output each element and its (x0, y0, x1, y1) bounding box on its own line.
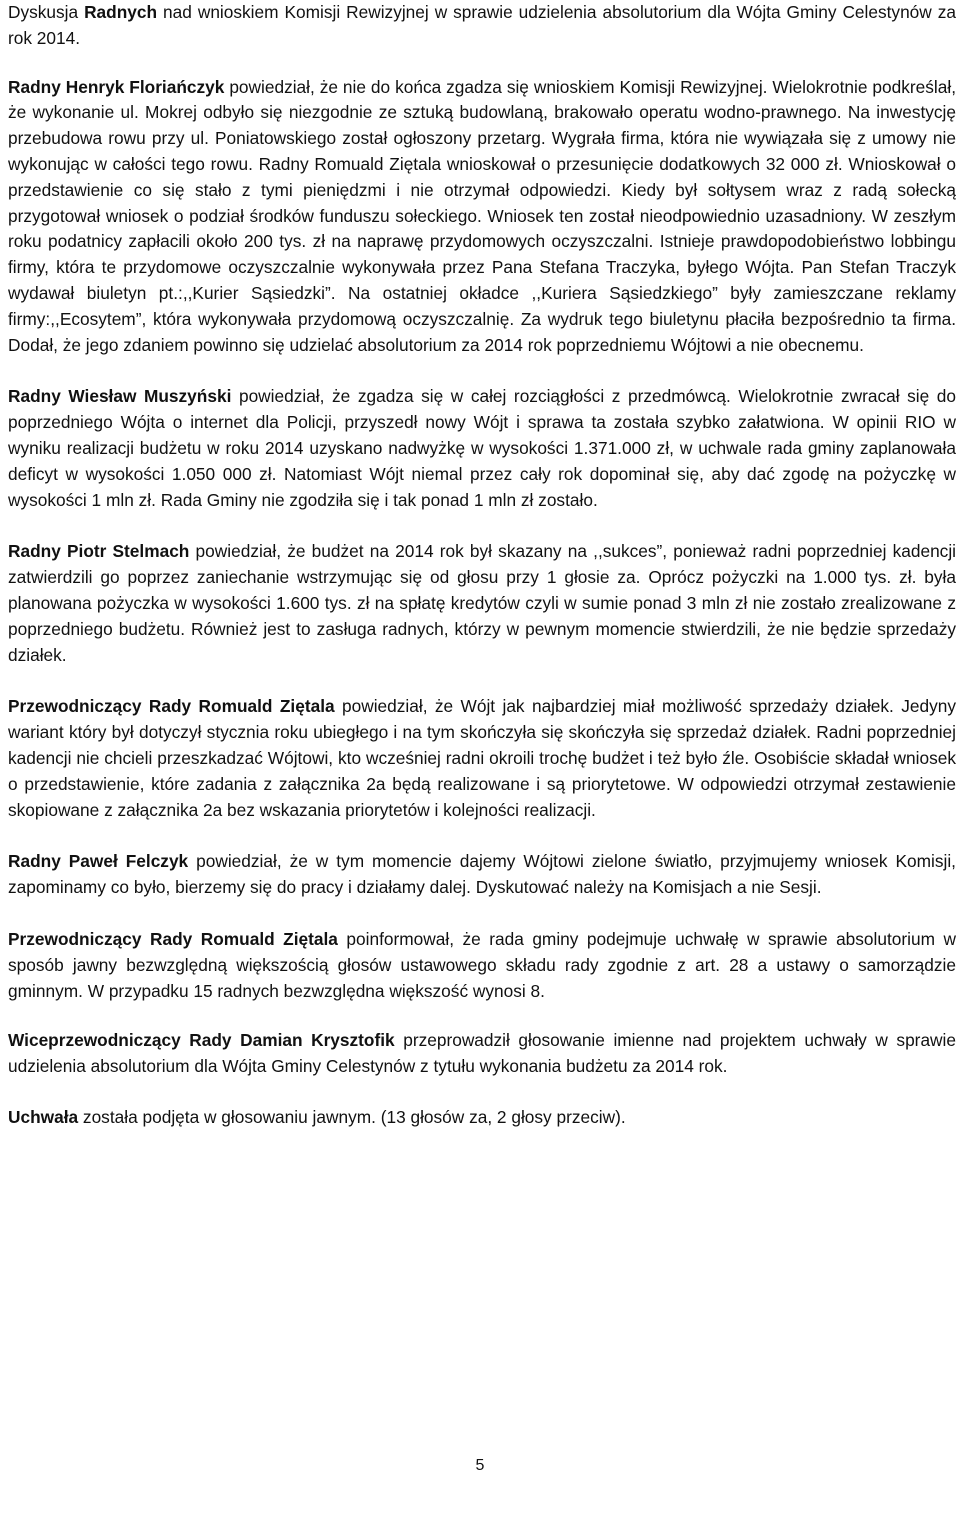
paragraph-text: powiedział, że Wójt jak najbardziej miał możliwość sprzedaży działek. Jedyny wariant który był dotyczył stycznia roku ubiegłego i na tym skończyła się skończyła się sprzedaż działek. Radni poprzedniej kadencji nie chcieli przeszkadzać Wójtowi, kto wcześniej radni okroili trochę budżet i też było źle. Osobiście składał wniosek o przedstawienie, które zadania z załącznika 2a będą realizowane i są priorytetowe. W odpowiedzi otrzymał zestawienie skopiowane z załącznika 2a bez wskazania priorytetów i kolejności realizacji. (8, 696, 956, 820)
paragraph-stelmach (8, 539, 956, 668)
speaker-name: Radny Piotr Stelmach (8, 541, 190, 562)
speaker-name: Radny Henryk Floriańczyk (8, 76, 225, 97)
paragraph-text: powiedział, że budżet na 2014 rok był skazany na ,,sukces”, ponieważ radni poprzedniej kadencji zatwierdzili go poprzez zaniechanie wstrzymując się od głosu przy 1 głosie za. Oprócz pożyczki na 1.000 tys. zł. była planowana pożyczka w wysokości 1.600 tys. zł na spłatę kredytów czyli w sumie ponad 3 mln zł nie zostało zrealizowane z poprzedniego budżetu. Również jest to zasługa radnych, którzy w pewnym momencie stwierdzili, że nie będzie sprzedaży działek. (8, 541, 956, 665)
paragraph-text: powiedział, że w tym momencie dajemy Wójtowi zielone światło, przyjmujemy wniosek Komisji, zapominamy co było, bierzemy się do pracy i działamy dalej. Dyskutować należy na Komisjach a nie Sesji. (8, 851, 956, 898)
paragraph-zietala-2 (8, 927, 956, 1004)
paragraph-muszynski (8, 384, 956, 513)
resolution-label: Uchwała (8, 1106, 79, 1127)
paragraph-resolution (8, 1105, 956, 1131)
speaker-name: Wiceprzewodniczący Rady Damian Krysztofik (8, 1030, 395, 1051)
paragraph-text: przeprowadził głosowanie imienne nad projektem uchwały w sprawie udzielenia absolutorium dla Wójta Gminy Celestynów z tytułu wykonania budżetu za 2014 rok. (8, 1030, 956, 1077)
paragraph-text: powiedział, że zgadza się w całej rozciągłości z przedmówcą. Wielokrotnie zwracał się do poprzedniego Wójta o internet dla Policji, przyszedł nowy Wójt i sprawa ta została szybko załatwiona. W opinii RIO w wyniku realizacji budżetu w roku 2014 uzyskano nadwyżkę w wysokości 1.371.000 zł, w uchwale rada gminy zaplanowała deficyt w wysokości 1.050 000 zł. Natomiast Wójt niemal przez cały rok dopominał się, aby dać zgodę na pożyczkę w wysokości 1 mln zł. Rada Gminy nie zgodziła się i tak ponad 1 mln zł zostało. (8, 386, 956, 510)
speaker-name: Radnych (84, 2, 158, 22)
speaker-name: Przewodniczący Rady Romuald Ziętala (8, 696, 335, 717)
page-number: 5 (475, 1457, 485, 1474)
paragraph-text: powiedział, że nie do końca zgadza się wnioskiem Komisji Rewizyjnej. Wielokrotnie podkreślał, że wykonanie ul. Mokrej odbyło się niezgodnie ze sztuką budowlaną, brakowało operatu wodno-prawnego. Na inwestycję przebudowa rowu przy ul. Poniatowskiego został ogłoszony przetarg. Wygrała firma, która nie wywiązała się z umowy nie wykonując w całości tego rowu. Radny Romuald Ziętala wnioskował o przesunięcie dodatkowych 32 000 zł. Wnioskował o przedstawienie co się stało z tymi pieniędzmi i nie otrzymał odpowiedzi. Kiedy był sołtysem wraz z radą sołecką przygotował wniosek o podział środków funduszu sołeckiego. Wniosek ten został nieodpowiednio uzasadniony. W zeszłym roku podatnicy zapłacili około 200 tys. zł na naprawę przydomowych oczyszczalni. Istnieje prawdopodobieństwo lobbingu firmy, która te przydomowe oczyszczalnie wykonywała przez Pana Stefana Traczyka, byłego Wójta. Pan Stefan Traczyk wydawał biuletyn pt.:,,Kurier Sąsiedzki”. Na ostatniej okładce ,,Kuriera Sąsiedzkiego” były zamieszczane reklamy firmy:,,Ecosytem”, która wykonywała przydomową oczyszczalnię. Za wydruk tego biuletynu płaciła bezpośrednio ta firma. Dodał, że jego zdaniem powinno się udzielać absolutorium za 2014 rok poprzedniemu Wójtowi a nie obecnemu. (8, 76, 957, 355)
paragraph-discussion-intro (8, 0, 956, 52)
paragraph-felczyk (8, 849, 956, 901)
paragraph-florianczyk (8, 75, 956, 359)
paragraph-text: została podjęta w głosowaniu jawnym. (13 głosów za, 2 głosy przeciw). (78, 1106, 626, 1127)
paragraph-text: poinformował, że rada gminy podejmuje uchwałę w sprawie absolutorium w sposób jawny bezwzględną większością głosów ustawowego składu rady zgodnie z art. 28 a ustawy o samorządzie gminnym. W przypadku 15 radnych bezwzględna większość wynosi 8. (8, 928, 956, 1001)
speaker-name: Przewodniczący Rady Romuald Ziętala (8, 928, 338, 949)
speaker-name: Radny Paweł Felczyk (8, 851, 189, 872)
paragraph-text: nad wnioskiem Komisji Rewizyjnej w sprawie udzielenia absolutorium dla Wójta Gminy Celestynów za rok 2014. (8, 2, 956, 48)
speaker-name: Radny Wiesław Muszyński (8, 386, 232, 407)
paragraph-krysztofik (8, 1028, 956, 1080)
paragraph-zietala-1 (8, 694, 956, 823)
document-body (8, 0, 956, 1131)
paragraph-lead: Dyskusja (8, 2, 85, 22)
